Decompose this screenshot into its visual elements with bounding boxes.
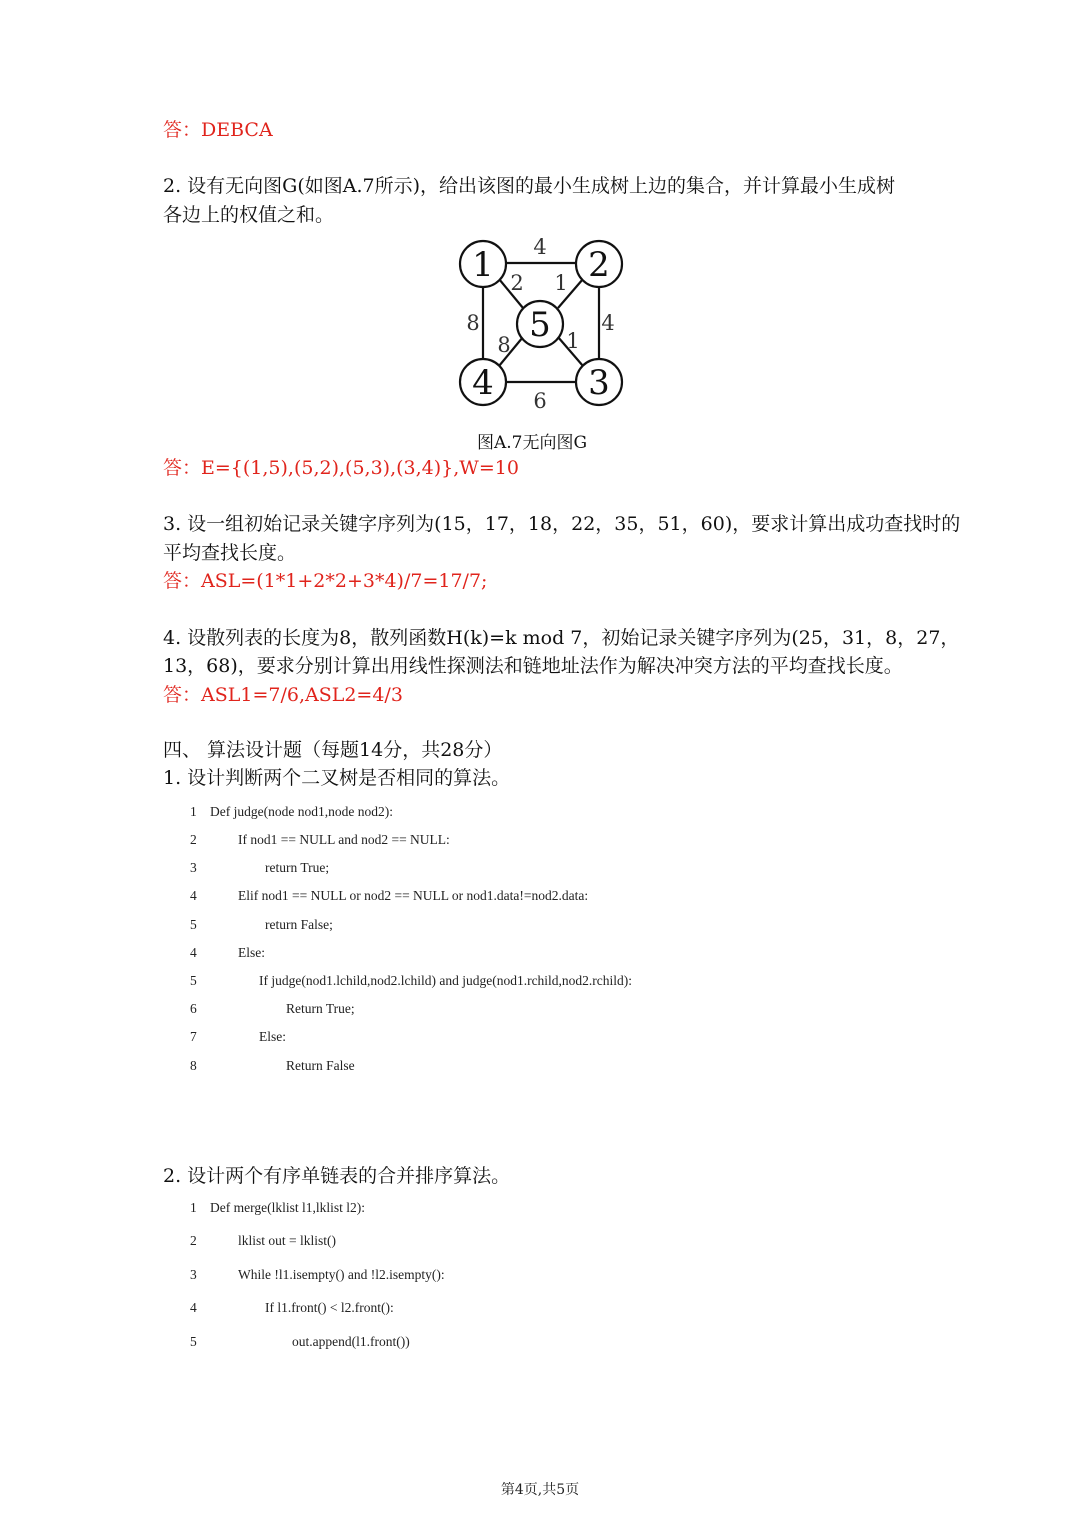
weight-5-3: 1	[566, 329, 580, 353]
code-line: lklist out = lklist()	[238, 1233, 336, 1248]
weight-1-2: 4	[533, 235, 547, 259]
page-footer: 第4页,共5页	[500, 1482, 580, 1498]
node-1-label: 1	[472, 245, 494, 285]
line-number: 4	[190, 945, 197, 960]
question-4-line-1: 4. 设散列表的长度为8，散列函数H(k)=k mod 7，初始记录关键字序列为(25，31，8，27，	[163, 627, 960, 649]
line-number: 2	[190, 1233, 197, 1248]
question-4-line-2: 13，68)，要求分别计算出用线性探测法和链地址法作为解决冲突方法的平均查找长度。	[163, 655, 903, 677]
problem-1-title: 1. 设计判断两个二叉树是否相同的算法。	[163, 767, 511, 789]
line-number: 3	[190, 1267, 197, 1282]
section-4-heading: 四、 算法设计题（每题14分，共28分）	[163, 739, 503, 761]
answer-2: 答：E={(1,5),(5,2),(5,3),(3,4)},W=10	[163, 457, 519, 479]
graph-figure	[445, 232, 635, 417]
line-number: 5	[190, 917, 197, 932]
question-3-line-1: 3. 设一组初始记录关键字序列为(15，17，18，22，35，51，60)，要求计算出成功查找时的	[163, 513, 961, 535]
code-line: return True;	[265, 860, 330, 875]
line-number: 8	[190, 1058, 197, 1073]
code-line: If judge(nod1.lchild,nod2.lchild) and judge(nod1.rchild,nod2.rchild):	[259, 973, 633, 988]
answer-3: 答：ASL=(1*1+2*2+3*4)/7=17/7;	[163, 570, 488, 592]
weight-4-3: 6	[533, 389, 547, 413]
node-5-label: 5	[529, 305, 551, 345]
line-number: 2	[190, 832, 197, 847]
line-number: 4	[190, 1300, 197, 1315]
code-line: Elif nod1 == NULL or nod2 == NULL or nod1.data!=nod2.data:	[238, 888, 589, 903]
line-number: 3	[190, 860, 197, 875]
code-line: Def judge(node nod1,node nod2):	[210, 804, 393, 819]
code-line: If l1.front() < l2.front():	[265, 1300, 394, 1315]
line-number: 5	[190, 973, 197, 988]
line-number: 6	[190, 1001, 197, 1016]
node-3-label: 3	[588, 363, 610, 403]
code-line: Return False	[286, 1058, 355, 1073]
figure-caption: 图A.7无向图G	[477, 433, 588, 453]
code-line: If nod1 == NULL and nod2 == NULL:	[238, 832, 450, 847]
weight-2-3: 4	[601, 311, 615, 335]
line-number: 1	[190, 804, 197, 819]
line-number: 1	[190, 1200, 197, 1215]
weight-1-5: 2	[510, 271, 524, 295]
code-line: While !l1.isempty() and !l2.isempty():	[238, 1267, 445, 1282]
code-line: Return True;	[286, 1001, 355, 1016]
line-number: 7	[190, 1029, 197, 1044]
weight-1-4: 8	[466, 311, 480, 335]
code-line: Else:	[238, 945, 265, 960]
question-2-line-2: 各边上的权值之和。	[163, 204, 335, 226]
code-line: Else:	[259, 1029, 286, 1044]
question-3-line-2: 平均查找长度。	[163, 542, 297, 564]
question-2-line-1: 2. 设有无向图G(如图A.7所示)，给出该图的最小生成树上边的集合，并计算最小生成树	[163, 175, 896, 197]
answer-4: 答：ASL1=7/6,ASL2=4/3	[163, 684, 403, 706]
node-4-label: 4	[472, 363, 494, 403]
weight-2-5: 1	[554, 271, 568, 295]
line-number: 5	[190, 1334, 197, 1349]
problem-2-title: 2. 设计两个有序单链表的合并排序算法。	[163, 1165, 511, 1187]
code-line: out.append(l1.front())	[292, 1334, 410, 1349]
line-number: 4	[190, 888, 197, 903]
node-2-label: 2	[588, 245, 610, 285]
code-line: return False;	[265, 917, 333, 932]
weight-4-5: 8	[497, 333, 511, 357]
answer-1: 答：DEBCA	[163, 119, 273, 141]
code-line: Def merge(lklist l1,lklist l2):	[210, 1200, 365, 1215]
